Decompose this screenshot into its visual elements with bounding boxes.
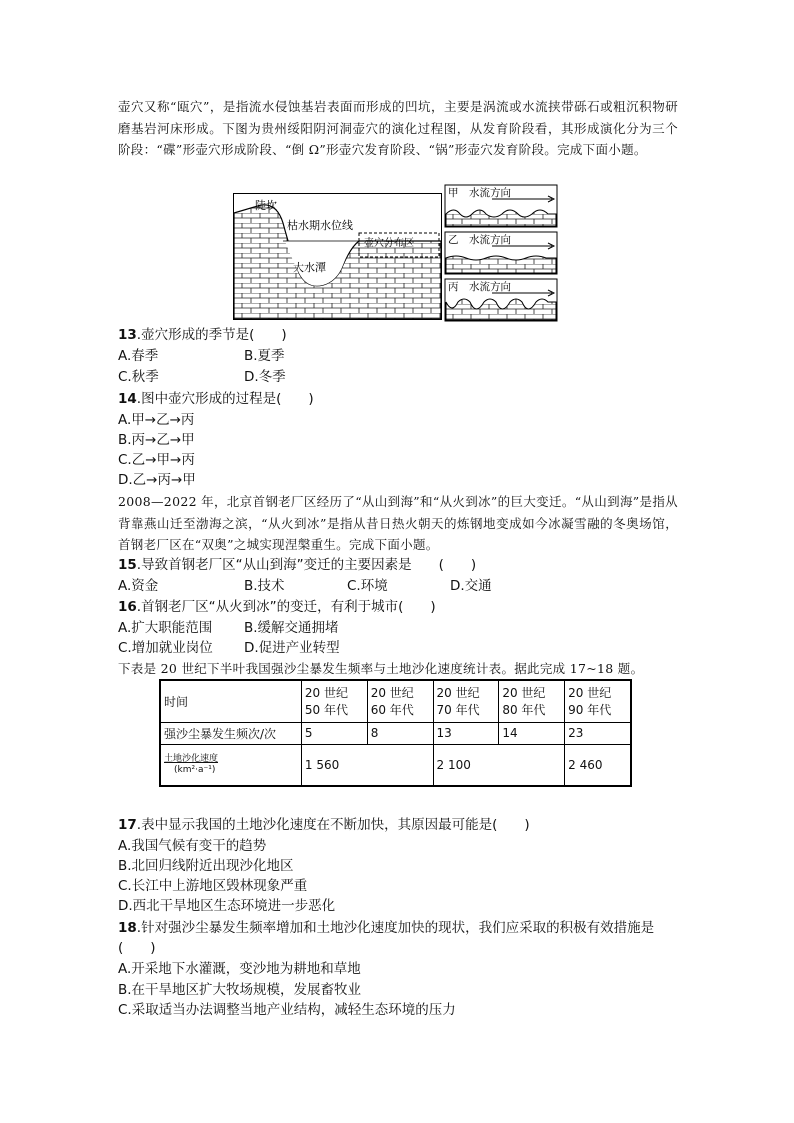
q17-number: 17 xyxy=(118,817,137,833)
passage-pothole: 壶穴又称“瓯穴”，是指流水侵蚀基岩表面而形成的凹坑，主要是涡流或水流挟带砾石或粗沉积物研磨基岩河床形成。下图为贵州绥阳阴河洞壶穴的演化过程图，从发育阶段看，其形成演化分为三个阶段：“碟”形壶穴形成阶段、“倒 Ω”形壶穴发育阶段、“锅”形壶穴发育阶段。完成下面小题。 xyxy=(118,99,678,157)
table-header-row xyxy=(160,680,631,722)
q16-option-a[interactable]: A.扩大职能范围 xyxy=(118,620,213,636)
row-label-desertification: 土地沙化速度 (km²·a⁻¹) xyxy=(160,744,301,786)
q15-option-c[interactable]: C.环境 xyxy=(347,578,388,594)
stage-bing-label: 丙 水流方向 xyxy=(448,281,511,293)
row-label-sandstorm: 强沙尘暴发生频次/次 xyxy=(160,722,301,744)
q18-answer-blank: ( ) xyxy=(118,940,156,956)
q13-option-c[interactable]: C.秋季 xyxy=(118,369,159,385)
q16-option-c[interactable]: C.增加就业岗位 xyxy=(118,640,213,656)
q17-option-d[interactable]: D.西北干旱地区生态环境进一步恶化 xyxy=(118,898,336,914)
question-15 xyxy=(118,555,476,575)
table-cell: 2 100 xyxy=(433,744,565,786)
q13-stem: .壶穴形成的季节是( ) xyxy=(136,327,287,343)
q16-option-d[interactable]: D.促进产业转型 xyxy=(244,640,340,656)
table-cell: 8 xyxy=(367,722,433,744)
q15-number: 15 xyxy=(118,557,137,573)
q13-option-d[interactable]: D.冬季 xyxy=(244,369,286,385)
table-cell: 1 560 xyxy=(301,744,433,786)
q16-number: 16 xyxy=(118,599,137,615)
q15-stem: .导致首钢老厂区“从山到海”变迁的主要因素是 ( ) xyxy=(136,557,477,573)
q16-stem: .首钢老厂区“从火到冰”的变迁，有利于城市( ) xyxy=(136,599,436,615)
q15-option-d[interactable]: D.交通 xyxy=(450,578,492,594)
table-row-sandstorm xyxy=(160,722,631,744)
q18-option-c[interactable]: C.采取适当办法调整当地产业结构，减轻生态环境的压力 xyxy=(118,1002,456,1018)
label-pothole-area: 壶穴分布区 xyxy=(364,238,414,249)
question-16 xyxy=(118,597,436,617)
question-14 xyxy=(118,389,314,409)
table-header-label: 时间 xyxy=(160,680,301,722)
table-decade-cell: 20 世纪 80 年代 xyxy=(499,680,565,722)
q18-option-b[interactable]: B.在干旱地区扩大牧场规模，发展畜牧业 xyxy=(118,982,362,998)
label-dry-level: 枯水期水位线 xyxy=(287,219,353,232)
pothole-stages-figure xyxy=(444,184,559,322)
question-17 xyxy=(118,815,530,835)
q15-option-b[interactable]: B.技术 xyxy=(244,578,285,594)
label-steep: 陡坎 xyxy=(255,199,277,212)
q13-option-b[interactable]: B.夏季 xyxy=(244,348,285,364)
q14-option-c[interactable]: C.乙→甲→丙 xyxy=(118,452,195,468)
question-18 xyxy=(118,918,654,938)
q13-number: 13 xyxy=(118,327,137,343)
q14-stem: .图中壶穴形成的过程是( ) xyxy=(136,391,314,407)
table-decade-cell: 20 世纪 50 年代 xyxy=(301,680,367,722)
passage-shougang: 2008—2022 年，北京首钢老厂区经历了“从山到海”和“从火到冰”的巨大变迁。“从山到海”是指从背靠燕山迁至渤海之滨，“从火到冰”是指从昔日热火朝天的炼钢地变成如今冰凝雪融的冬奥场馆，首钢老厂区在“双奥”之城实现涅槃重生。完成下面小题。 xyxy=(118,494,678,552)
stage-yi-label: 乙 水流方向 xyxy=(448,234,511,246)
table-cell: 23 xyxy=(565,722,631,744)
q18-number: 18 xyxy=(118,920,137,936)
table-row-desertification xyxy=(160,744,631,786)
stage-jia-label: 甲 水流方向 xyxy=(448,187,511,199)
q14-option-a[interactable]: A.甲→乙→丙 xyxy=(118,412,195,428)
q17-option-b[interactable]: B.北回归线附近出现沙化地区 xyxy=(118,858,294,874)
q14-number: 14 xyxy=(118,391,137,407)
q17-option-c[interactable]: C.长江中上游地区毁林现象严重 xyxy=(118,878,308,894)
label-pool: 大水潭 xyxy=(293,261,326,274)
q14-option-b[interactable]: B.丙→乙→甲 xyxy=(118,432,195,448)
table-decade-cell: 20 世纪 60 年代 xyxy=(367,680,433,722)
q18-stem: .针对强沙尘暴发生频率增加和土地沙化速度加快的现状，我们应采取的积极有效措施是 xyxy=(136,920,655,936)
q18-option-a[interactable]: A.开采地下水灌溉，变沙地为耕地和草地 xyxy=(118,961,361,977)
table-decade-cell: 20 世纪 90 年代 xyxy=(565,680,631,722)
question-13 xyxy=(118,325,287,345)
table-cell: 13 xyxy=(433,722,499,744)
q14-option-d[interactable]: D.乙→丙→甲 xyxy=(118,472,196,488)
sandstorm-table xyxy=(159,679,632,787)
table-cell: 14 xyxy=(499,722,565,744)
pothole-cross-section-figure xyxy=(233,193,442,320)
q15-option-a[interactable]: A.资金 xyxy=(118,578,159,594)
q16-option-b[interactable]: B.缓解交通拥堵 xyxy=(244,620,339,636)
q17-option-a[interactable]: A.我国气候有变干的趋势 xyxy=(118,838,267,854)
table-cell: 2 460 xyxy=(565,744,631,786)
table-decade-cell: 20 世纪 70 年代 xyxy=(433,680,499,722)
q13-option-a[interactable]: A.春季 xyxy=(118,348,159,364)
table-cell: 5 xyxy=(301,722,367,744)
passage-table-intro: 下表是 20 世纪下半叶我国强沙尘暴发生频率与土地沙化速度统计表。据此完成 17~18 题。 xyxy=(118,661,644,676)
q17-stem: .表中显示我国的土地沙化速度在不断加快，其原因最可能是( ) xyxy=(136,817,530,833)
